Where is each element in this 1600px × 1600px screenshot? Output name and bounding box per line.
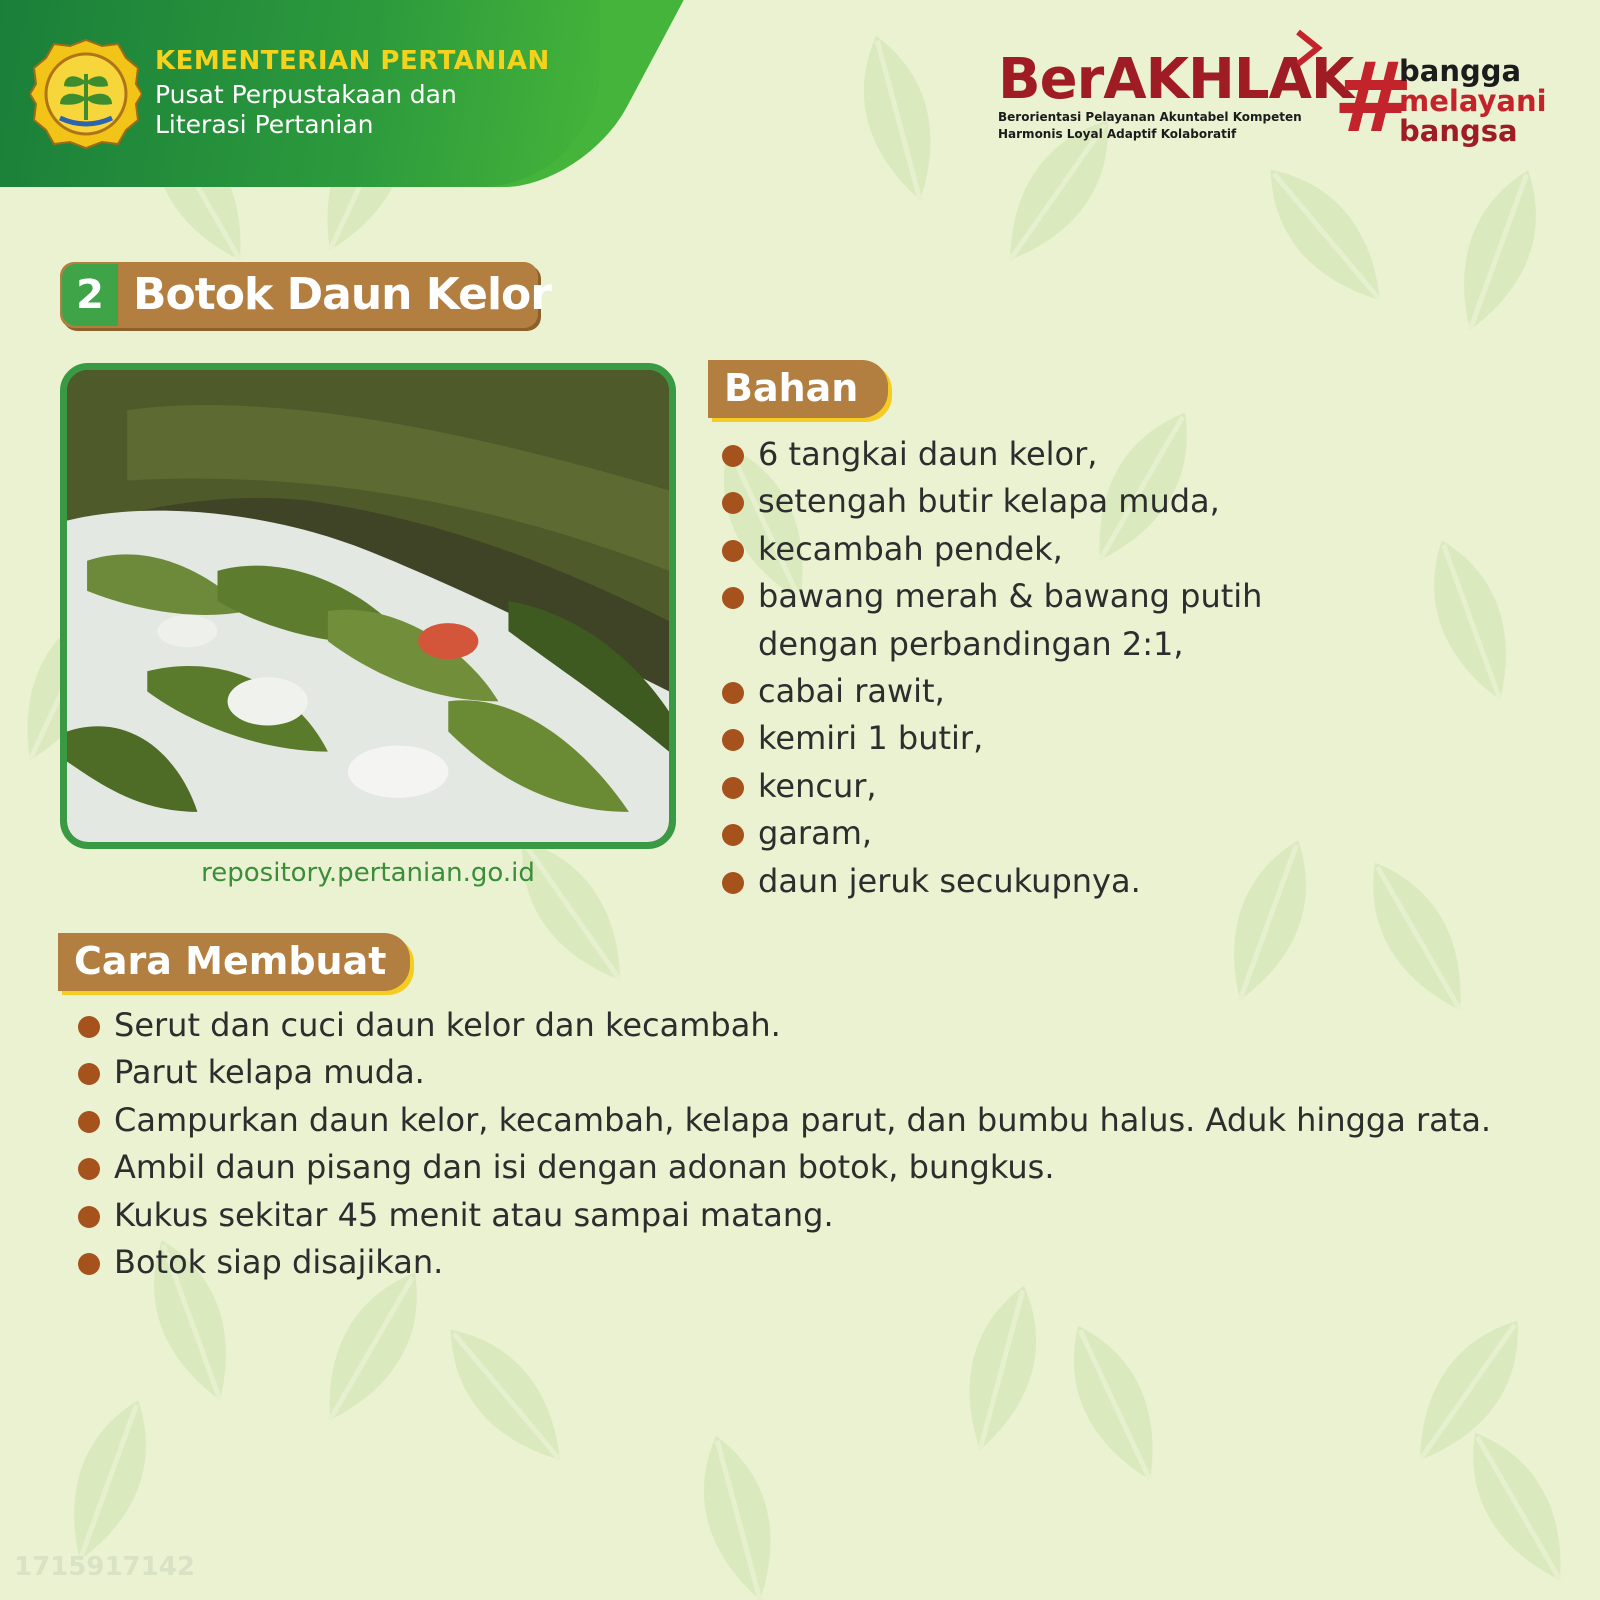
- list-item: bawang merah & bawang putih: [722, 573, 1582, 620]
- bullet-icon: [78, 1253, 100, 1275]
- list-item: Kukus sekitar 45 menit atau sampai matang.: [78, 1192, 1578, 1239]
- berakhlak-word: BerAKHLAK: [998, 47, 1354, 112]
- list-item: setengah butir kelapa muda,: [722, 478, 1582, 525]
- hashtag-icon: #: [1333, 42, 1414, 154]
- org-subtitle-line2: Literasi Pertanian: [155, 110, 374, 139]
- list-item: kencur,: [722, 763, 1582, 810]
- chevron-right-icon: [1294, 28, 1324, 68]
- bullet-icon: [78, 1206, 100, 1228]
- list-item: Serut dan cuci daun kelor dan kecambah.: [78, 1002, 1578, 1049]
- bahan-section-label: Bahan: [708, 360, 888, 418]
- bangga-line2: melayani: [1399, 84, 1547, 118]
- bullet-icon: [722, 682, 744, 704]
- recipe-number: 2: [62, 264, 118, 326]
- list-item-continuation: dengan perbandingan 2:1,: [758, 624, 1184, 663]
- bangga-text: [1399, 56, 1547, 146]
- berakhlak-logo: [998, 47, 1354, 142]
- berakhlak-tagline-1: Berorientasi Pelayanan Akuntabel Kompeten: [998, 110, 1302, 124]
- berakhlak-tagline-2: Harmonis Loyal Adaptif Kolaboratif: [998, 127, 1237, 141]
- list-item: cabai rawit,: [722, 668, 1582, 715]
- bullet-icon: [722, 824, 744, 846]
- list-item: Campurkan daun kelor, kecambah, kelapa parut, dan bumbu halus. Aduk hingga rata.: [78, 1097, 1578, 1144]
- photo-credit: repository.pertanian.go.id: [201, 858, 535, 888]
- botok-photo-illustration: [67, 370, 669, 842]
- kementan-emblem-icon: [30, 38, 142, 150]
- bullet-icon: [78, 1016, 100, 1038]
- bullet-icon: [722, 729, 744, 751]
- recipe-photo: [60, 363, 676, 849]
- bahan-list: [722, 431, 1582, 905]
- list-item: 6 tangkai daun kelor,: [722, 431, 1582, 478]
- bullet-icon: [78, 1111, 100, 1133]
- org-subtitle: [155, 80, 457, 140]
- bangga-line3: bangsa: [1399, 114, 1518, 148]
- watermark: 1715917142: [14, 1552, 195, 1582]
- cara-membuat-section-label: Cara Membuat: [58, 933, 410, 991]
- list-item: Parut kelapa muda.: [78, 1049, 1578, 1096]
- list-item: Ambil daun pisang dan isi dengan adonan botok, bungkus.: [78, 1144, 1578, 1191]
- list-item: garam,: [722, 810, 1582, 857]
- bullet-icon: [722, 540, 744, 562]
- recipe-name: Botok Daun Kelor: [133, 269, 551, 320]
- bangga-melayani-bangsa-logo: [1333, 42, 1553, 156]
- bullet-icon: [722, 777, 744, 799]
- org-title: KEMENTERIAN PERTANIAN: [155, 46, 550, 76]
- bullet-icon: [722, 492, 744, 514]
- bangga-line1: bangga: [1399, 54, 1522, 88]
- cara-membuat-list: [78, 1002, 1578, 1286]
- bullet-icon: [722, 872, 744, 894]
- list-item: daun jeruk secukupnya.: [722, 858, 1582, 905]
- bullet-icon: [722, 587, 744, 609]
- bullet-icon: [78, 1063, 100, 1085]
- org-subtitle-line1: Pusat Perpustakaan dan: [155, 80, 457, 109]
- list-item: Botok siap disajikan.: [78, 1239, 1578, 1286]
- bullet-icon: [78, 1158, 100, 1180]
- list-item: kecambah pendek,: [722, 526, 1582, 573]
- bullet-icon: [722, 445, 744, 467]
- list-item: kemiri 1 butir,: [722, 715, 1582, 762]
